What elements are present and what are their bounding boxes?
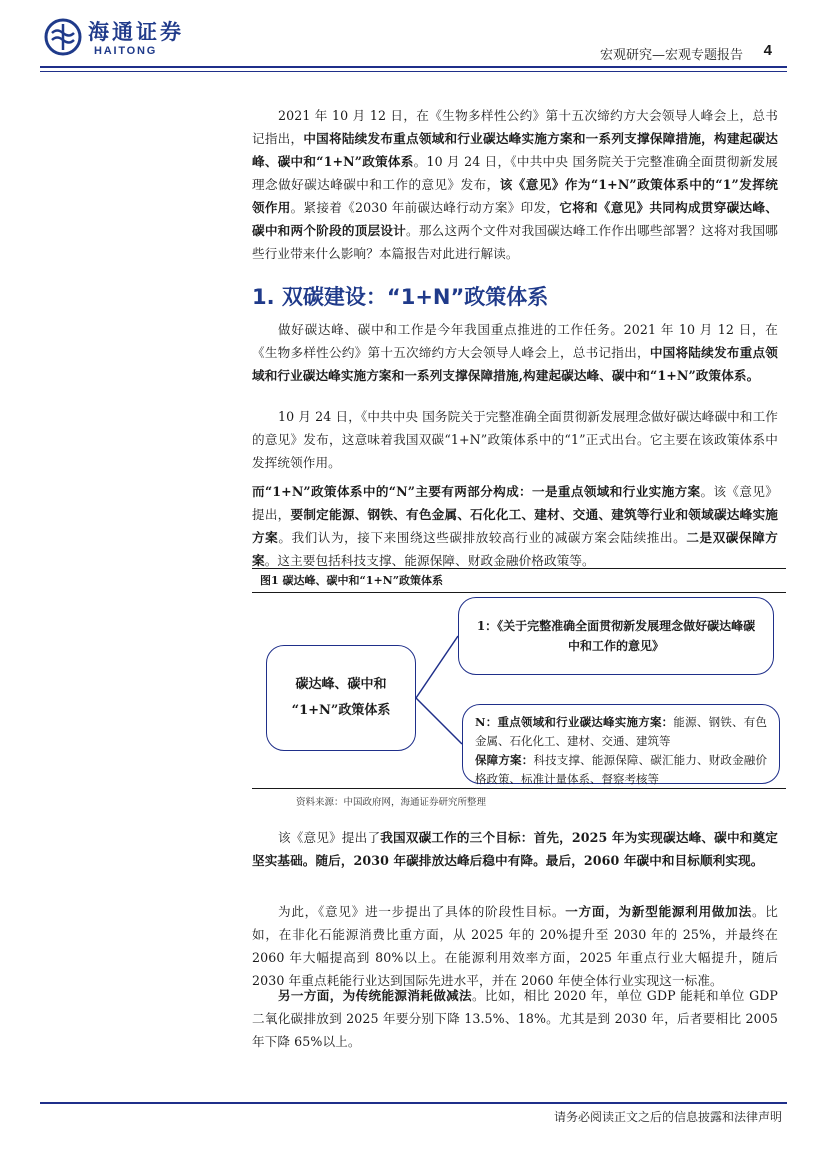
subtraction-paragraph: 另一方面，为传统能源消耗做减法。比如，相比 2020 年，单位 GDP 能耗和单位 GDP 二氧化碳排放到 2025 年要分别下降 13.5%、18%。尤其是到 2030 年，后者要相比 2005 年下降 65%以上。 <box>252 988 779 1049</box>
section-paragraph-2: 10 月 24 日，《中共中央 国务院关于完整准确全面贯彻新发展理念做好碳达峰碳中和工作的意见》发布，这意味着我国双碳“1+N”政策体系中的“1”正式出台。它主要在该政策体系中发挥统领作用。 <box>252 409 778 470</box>
diagram-n-node: N：重点领域和行业碳达峰实施方案：能源、钢铁、有色金属、石化化工、建材、交通、建筑等 保障方案：科技支撑、能源保障、碳汇能力、财政金融价格政策、标准计量体系、督察考核等 <box>462 704 780 784</box>
goals-paragraph: 该《意见》提出了我国双碳工作的三个目标：首先，2025 年为实现碳达峰、碳中和奠定坚实基础。随后，2030 年碳排放达峰后稳中有降。最后，2060 年碳中和目标顺利实现。 <box>252 830 778 868</box>
one-node-label: 1：《关于完整准确全面贯彻新发展理念做好碳达峰碳中和工作的意见》 <box>476 619 756 653</box>
figure-caption: 图1 碳达峰、碳中和“1+N”政策体系 <box>260 574 444 587</box>
report-type: 宏观研究—宏观专题报告 <box>599 48 743 63</box>
section-heading: 1. 双碳建设：“1+N”政策体系 <box>252 285 549 309</box>
figure-top-rule <box>252 568 786 569</box>
diagram-center-node <box>266 645 416 751</box>
center-node-line1: 碳达峰、碳中和 <box>295 677 387 692</box>
figure-bottom-rule <box>252 788 786 789</box>
diagram-one-node <box>458 597 774 675</box>
section-paragraph-1: 做好碳达峰、碳中和工作是今年我国重点推进的工作任务。2021 年 10 月 12 日，在《生物多样性公约》第十五次缔约方大会领导人峰会上，总书记指出，中国将陆续发布重点领域和行业碳达峰实施方案和一系列支撑保障措施,构建起碳达峰、碳中和“1+N”政策体系。 <box>252 322 778 383</box>
header-rule-thin <box>40 71 787 72</box>
addition-paragraph: 为此，《意见》进一步提出了具体的阶段性目标。一方面，为新型能源利用做加法。比如，在非化石能源消费比重方面，从 2025 年的 20%提升至 2030 年的 25%，并最终在 2060 年大幅提高到 80%以上。在能源利用效率方面，2025 年重点行业大幅提升，随后 2030 年重点耗能行业达到国际先进水平，并在 2060 年使全体行业实现这一标准。 <box>252 904 778 988</box>
intro-paragraph: 2021 年 10 月 12 日，在《生物多样性公约》第十五次缔约方大会领导人峰会上，总书记指出，中国将陆续发布重点领域和行业碳达峰实施方案和一系列支撑保障措施，构建起碳达峰、碳中和“1+N”政策体系。10 月 24 日，《中共中央 国务院关于完整准确全面贯彻新发展理念做好碳达峰碳中和工作的意见》发布，该《意见》作为“1+N”政策体系中的“1”发挥统领作用。紧接着《2030 年前碳达峰行动方案》印发，它将和《意见》共同构成贯穿碳达峰、碳中和两个阶段的顶层设计。那么这两个文件对我国碳达峰工作作出哪些部署？这将对我国哪些行业带来什么影响？本篇报告对此进行解读。 <box>252 108 779 261</box>
header-rule <box>40 66 787 68</box>
logo-text-cn: 海通证券 <box>88 19 184 44</box>
center-node-line2: “1+N”政策体系 <box>291 703 391 718</box>
footer-disclaimer: 请务必阅读正文之后的信息披露和法律声明 <box>553 1110 782 1124</box>
logo-text-en: HAITONG <box>94 45 158 57</box>
footer-rule <box>40 1102 787 1104</box>
section-paragraph-3: 而“1+N”政策体系中的“N”主要有两部分构成：一是重点领域和行业实施方案。该《意见》提出，要制定能源、钢铁、有色金属、石化化工、建材、交通、建筑等行业和领域碳达峰实施方案。我们认为，接下来围绕这些碳排放较高行业的减碳方案会陆续推出。二是双碳保障方案。这主要包括科技支撑、能源保障、财政金融价格政策等。 <box>252 484 778 568</box>
figure-caption-rule <box>252 592 786 593</box>
page-number: 4 <box>763 42 772 59</box>
company-logo <box>44 14 204 58</box>
figure-source: 资料来源：中国政府网，海通证券研究所整理 <box>296 797 487 808</box>
haitong-logo-icon <box>44 18 82 56</box>
